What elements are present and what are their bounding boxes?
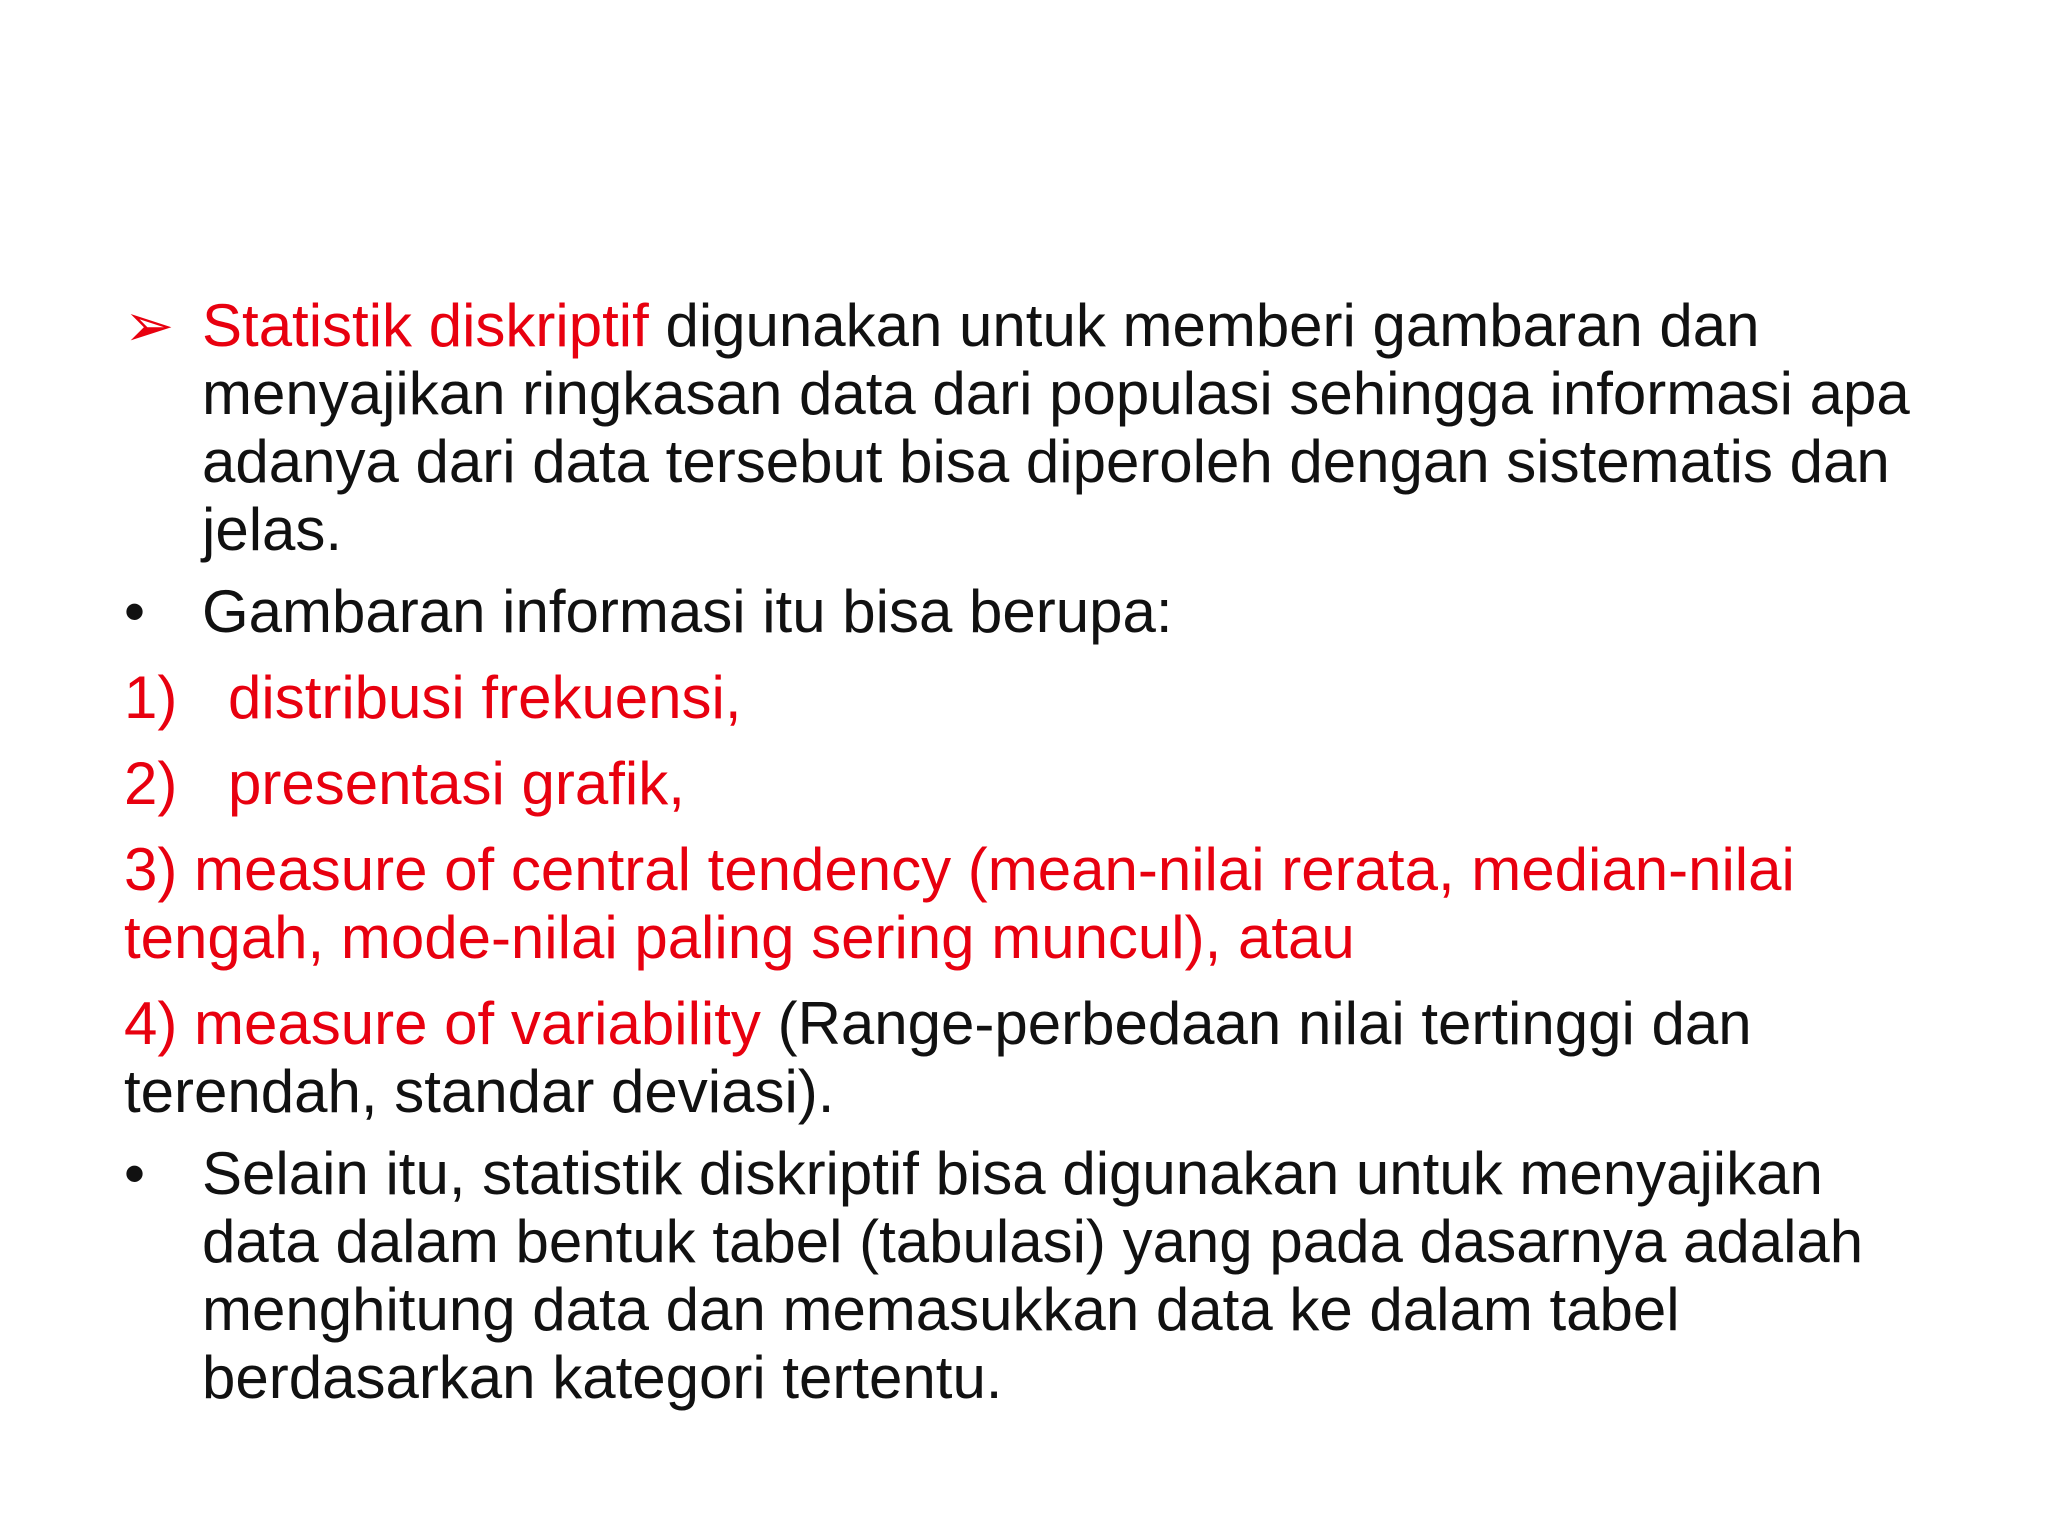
- list-number: 2): [124, 750, 178, 817]
- list-item-1: [124, 664, 1954, 732]
- bullet-icon: •: [124, 1140, 146, 1207]
- paragraph-intro-list: [124, 578, 1954, 646]
- paragraph-definition: [124, 292, 1954, 564]
- list-item-4: [124, 990, 1954, 1126]
- list-text: presentasi grafik,: [228, 750, 685, 817]
- intro-list-text: Gambaran informasi itu bisa berupa:: [202, 578, 1173, 645]
- list-item-3: 3) measure of central tendency (mean-nilai rerata, median-nilai tengah, mode-nilai paling sering muncul), atau: [124, 836, 1795, 971]
- arrow-bullet-icon: ➢: [124, 292, 175, 359]
- list-text: distribusi frekuensi,: [228, 664, 742, 731]
- tabulation-text: Selain itu, statistik diskriptif bisa digunakan untuk menyajikan data dalam bentuk tabel (tabulasi) yang pada dasarnya adalah menghitung data dan memasukkan data ke dalam tabel berdasarkan kategori tertentu.: [202, 1140, 1864, 1411]
- slide-content: [124, 292, 1954, 1412]
- list-number: 1): [124, 664, 178, 731]
- bullet-icon: •: [124, 578, 146, 645]
- variability-rest: (Range-perbedaan nilai tertinggi dan terendah, standar deviasi).: [124, 990, 1752, 1125]
- term-highlight: Statistik diskriptif: [202, 292, 649, 359]
- paragraph-tabulation: [124, 1140, 1954, 1412]
- definition-text: [202, 292, 1954, 564]
- list-item-2: [124, 750, 1954, 818]
- definition-rest: digunakan untuk memberi gambaran dan menyajikan ringkasan data dari populasi sehingga informasi apa adanya dari data tersebut bisa diperoleh dengan sistematis dan jelas.: [202, 292, 1910, 563]
- variability-highlight: 4) measure of variability: [124, 990, 761, 1057]
